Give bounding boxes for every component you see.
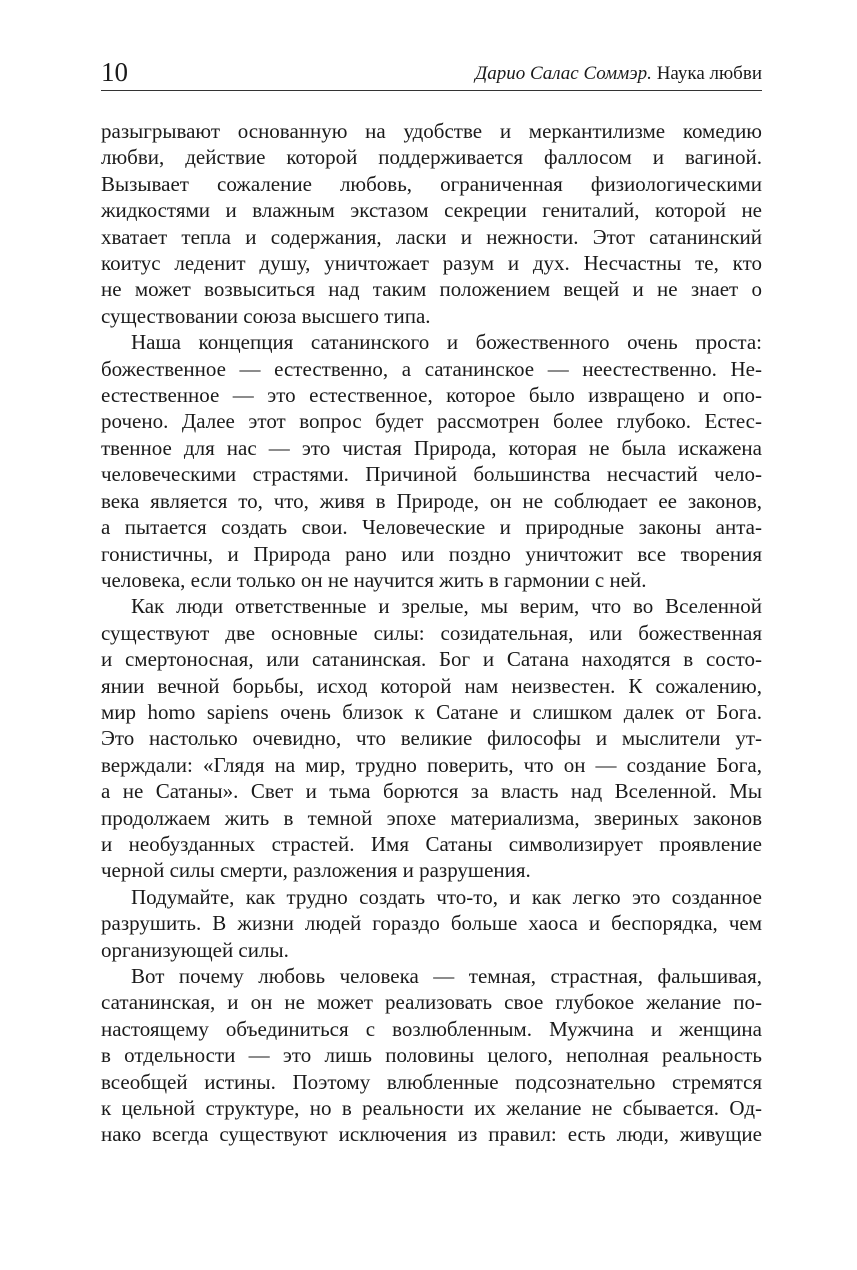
text-line: к цельной структуре, но в реальности их желание не сбывается. Од- (101, 1096, 762, 1121)
text-line: разрушить. В жизни людей гораздо больше хаоса и беспорядка, чем (101, 911, 762, 936)
text-line: существовании союза высшего типа. (101, 303, 431, 328)
text-line: Это настолько очевидно, что великие философы и мыслители ут- (101, 726, 762, 751)
text-line: и смертоносная, или сатанинская. Бог и Сатана находятся в состо- (101, 647, 762, 672)
paragraph (101, 593, 762, 883)
text-line: а пытается создать свои. Человеческие и природные законы анта- (101, 515, 762, 540)
text-line: продолжаем жить в темной эпохе материализма, звериных законов (101, 805, 762, 830)
text-line: организующей силы. (101, 937, 289, 962)
text-line: твенное для нас — это чистая Природа, которая не была искажена (101, 435, 762, 460)
running-title-book: Наука любви (656, 63, 762, 84)
page-number: 10 (101, 57, 128, 87)
paragraph (101, 118, 762, 329)
paragraph (101, 884, 762, 963)
text-line: любви, действие которой поддерживается фаллосом и вагиной. (101, 145, 762, 170)
text-line: человека, если только он не научится жить в гармонии с ней. (101, 567, 647, 592)
text-line: и необузданных страстей. Имя Сатаны символизирует проявление (101, 831, 762, 856)
page-header (101, 54, 762, 91)
text-line: хватает тепла и содержания, ласки и нежности. Этот сатанинский (101, 224, 762, 249)
text-line: рочено. Далее этот вопрос будет рассмотрен более глубоко. Естес- (101, 409, 762, 434)
text-line: разыгрывают основанную на удобстве и меркантилизме комедию (101, 119, 762, 143)
text-line: янии вечной борьбы, исход которой нам неизвестен. К сожалению, (101, 673, 762, 698)
text-line: жидкостями и влажным экстазом секреции гениталий, которой не (101, 198, 762, 223)
text-line: коитус леденит душу, уничтожает разум и дух. Несчастны те, кто (101, 251, 762, 276)
running-title (475, 63, 762, 85)
text-line: черной силы смерти, разложения и разрушения. (101, 858, 531, 883)
running-title-author: Дарио Салас Соммэр. (475, 63, 652, 84)
text-line: гонистичны, и Природа рано или поздно уничтожит все творения (101, 541, 762, 566)
text-line: не может возвыситься над таким положением вещей и не знает о (101, 277, 762, 302)
text-line: существуют две основные силы: созидательная, или божественная (101, 620, 762, 645)
text-line: а не Сатаны». Свет и тьма борются за власть над Вселенной. Мы (101, 779, 762, 804)
text-line: человеческими страстями. Причиной большинства несчастий чело- (101, 462, 762, 487)
body-text (101, 118, 762, 1148)
text-line: настоящему объединиться с возлюбленным. Мужчина и женщина (101, 1016, 762, 1041)
text-line: естественное — это естественное, которое было извращено и опо- (101, 383, 762, 408)
text-line: Подумайте, как трудно создать что-то, и как легко это созданное (131, 884, 762, 909)
text-line: верждали: «Глядя на мир, трудно поверить, что он — создание Бога, (101, 752, 762, 777)
paragraph (101, 963, 762, 1148)
text-line: сатанинская, и он не может реализовать свое глубокое желание по- (101, 990, 762, 1015)
text-line: Как люди ответственные и зрелые, мы верим, что во Вселенной (131, 594, 762, 619)
text-line: в отдельности — это лишь половины целого, неполная реальность (101, 1043, 762, 1068)
text-line: века является то, что, живя в Природе, он не соблюдает ее законов, (101, 488, 762, 513)
text-line: божественное — естественно, а сатанинское — неестественно. Не- (101, 356, 762, 381)
text-line: всеобщей истины. Поэтому влюбленные подсознательно стремятся (101, 1069, 762, 1094)
text-line: Вызывает сожаление любовь, ограниченная физиологическими (101, 171, 762, 196)
paragraph (101, 329, 762, 593)
text-line: нако всегда существуют исключения из правил: есть люди, живущие (101, 1122, 762, 1147)
text-line: Наша концепция сатанинского и божественного очень проста: (131, 330, 762, 355)
text-line: Вот почему любовь человека — темная, страстная, фальшивая, (131, 964, 762, 988)
text-line: мир homo sapiens очень близок к Сатане и слишком далек от Бога. (101, 699, 762, 724)
